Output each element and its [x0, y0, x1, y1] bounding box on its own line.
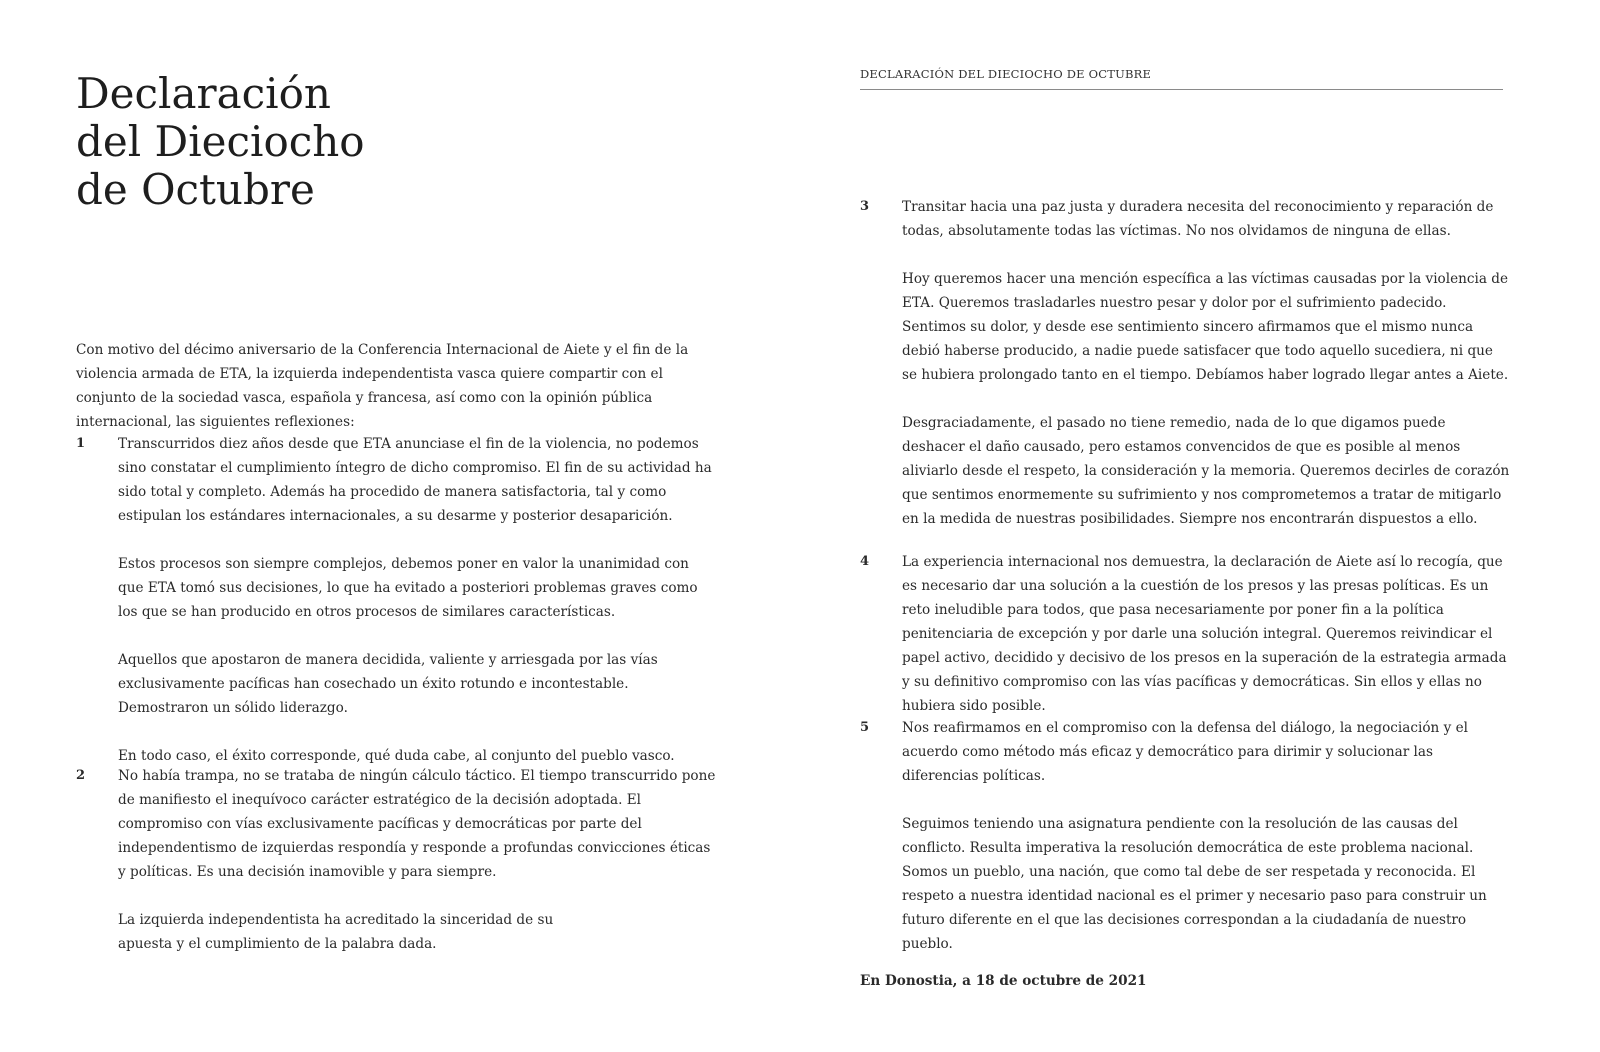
section-number: 3 — [860, 199, 870, 214]
paragraph: Nos reafirmamos en el compromiso con la defensa del diálogo, la negociación y el acuerdo como método más eficaz y democrático para dirimir y solucionar las diferencias políticas. — [902, 720, 1468, 784]
paragraph: No había trampa, no se trataba de ningún cálculo táctico. El tiempo transcurrido pone de manifiesto el inequívoco carácter estratégico de la decisión adoptada. El compromiso con vías exclusivamente pacíficas y democráticas por parte del independentismo de izquierdas respondía y responde a profundas convicciones éticas y políticas. Es una decisión inamovible y para siempre. — [118, 768, 716, 880]
section-body — [902, 550, 1512, 742]
intro-paragraph: Con motivo del décimo aniversario de la Conferencia Internacional de Aiete y el fin de la violencia armada de ETA, la izquierda independentista vasca quiere compartir con el conjunto de la sociedad vasca, española y francesa, así como con la opinión pública internacional, las siguientes reflexiones: — [76, 342, 689, 430]
right-page — [800, 0, 1600, 1052]
section-body — [902, 716, 1512, 980]
title-line: del Dieciocho — [76, 117, 365, 166]
paragraph: La experiencia internacional nos demuestra, la declaración de Aiete así lo recogía, que es necesario dar una solución a la cuestión de los presos y las presas políticas. Es un reto ineludible para todos, que pasa necesariamente por poner fin a la política penitenciaria de excepción y por darle una solución integral. Queremos reivindicar el papel activo, decidido y decisivo de los presos en la superación de la estrategia armada y su definitivo compromiso con las vías pacíficas y democráticas. Sin ellos y ellas no hubiera sido posible. — [902, 554, 1507, 714]
paragraph: Transcurridos diez años desde que ETA anunciase el fin de la violencia, no podemos sino constatar el cumplimiento íntegro de dicho compromiso. El fin de su actividad ha sido total y completo. Además ha procedido de manera satisfactoria, tal y como estipulan los estándares internacionales, a su desarme y posterior desaparición. — [118, 436, 712, 524]
section-body — [118, 432, 718, 792]
paragraph: En todo caso, el éxito corresponde, qué duda cabe, al conjunto del pueblo vasco. — [118, 748, 675, 764]
paragraph: La izquierda independentista ha acreditado la sinceridad de su apuesta y el cumplimiento de la palabra dada. — [118, 912, 554, 952]
paragraph: Hoy queremos hacer una mención específica a las víctimas causadas por la violencia de ETA. Queremos trasladarles nuestro pesar y dolor por el sufrimiento padecido. Sentimos su dolor, y desde ese sentimiento sincero afirmamos que el mismo nunca debió haberse producido, a nadie puede satisfacer que todo aquello sucediera, ni que se hubiera prolongado tanto en el tiempo. Debíamos haber logrado llegar antes a Aiete. — [902, 271, 1509, 383]
paragraph: Seguimos teniendo una asignatura pendiente con la resolución de las causas del conflicto. Resulta imperativa la resolución democrática de este problema nacional. Somos un pueblo, una nación, que como tal debe de ser respetada y reconocida. El respeto a nuestra identidad nacional es el primer y necesario paso para construir un futuro diferente en el que las decisiones correspondan a la ciudadanía de nuestro pueblo. — [902, 816, 1487, 952]
signoff: En Donostia, a 18 de octubre de 2021 — [860, 973, 1147, 989]
section-body — [118, 764, 718, 980]
running-header: DECLARACIÓN DEL DIECIOCHO DE OCTUBRE — [860, 67, 1503, 90]
paragraph: Transitar hacia una paz justa y duradera necesita del reconocimiento y reparación de todas, absolutamente todas las víctimas. No nos olvidamos de ninguna de ellas. — [902, 199, 1494, 239]
title-line: de Octubre — [76, 165, 315, 214]
title-line: Declaración — [76, 69, 331, 118]
paragraph: Aquellos que apostaron de manera decidida, valiente y arriesgada por las vías exclusivamente pacíficas han cosechado un éxito rotundo e incontestable. Demostraron un sólido liderazgo. — [118, 652, 658, 716]
section-number: 5 — [860, 720, 870, 735]
paragraph: Desgraciadamente, el pasado no tiene remedio, nada de lo que digamos puede deshacer el daño causado, pero estamos convencidos de que es posible al menos aliviarlo desde el respeto, la consideración y la memoria. Queremos decirles de corazón que sentimos enormemente su sufrimiento y nos comprometemos a tratar de mitigarlo en la medida de nuestras posibilidades. Siempre nos encontrarán dispuestos a ello. — [902, 415, 1510, 527]
section-number: 4 — [860, 554, 870, 569]
section-number: 2 — [76, 768, 86, 783]
section-number: 1 — [76, 436, 86, 451]
section-body — [902, 195, 1512, 555]
paragraph: Estos procesos son siempre complejos, debemos poner en valor la unanimidad con que ETA tomó sus decisiones, lo que ha evitado a posteriori problemas graves como los que se han producido en otros procesos de similares características. — [118, 556, 698, 620]
page-title — [76, 70, 436, 214]
